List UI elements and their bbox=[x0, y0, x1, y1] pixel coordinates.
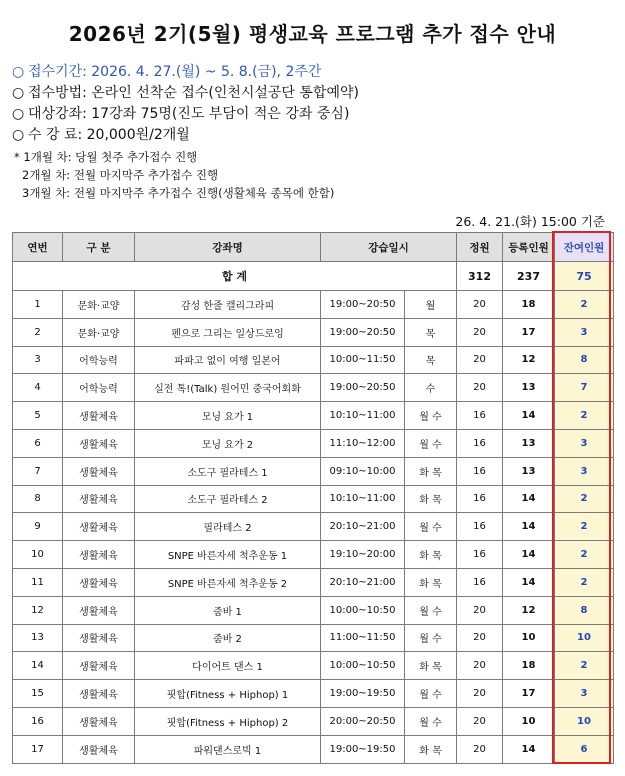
cell-no: 10 bbox=[13, 541, 63, 569]
cell-no: 1 bbox=[13, 291, 63, 319]
cell-capacity: 20 bbox=[457, 624, 503, 652]
cell-capacity: 20 bbox=[457, 374, 503, 402]
cell-registered: 10 bbox=[503, 707, 555, 735]
cell-no: 13 bbox=[13, 624, 63, 652]
cell-day: 월 수 bbox=[405, 707, 457, 735]
cell-capacity: 16 bbox=[457, 541, 503, 569]
cell-category: 문화·교양 bbox=[63, 291, 135, 319]
cell-remaining: 10 bbox=[555, 624, 614, 652]
total-remaining: 75 bbox=[555, 262, 614, 291]
cell-no: 4 bbox=[13, 374, 63, 402]
cell-category: 생활체육 bbox=[63, 707, 135, 735]
cell-name: 모닝 요가 1 bbox=[135, 402, 321, 430]
cell-time: 19:00~20:50 bbox=[321, 318, 405, 346]
cell-no: 17 bbox=[13, 735, 63, 763]
cell-name: 소도구 필라테스 1 bbox=[135, 457, 321, 485]
header-name: 강좌명 bbox=[135, 233, 321, 262]
cell-no: 16 bbox=[13, 707, 63, 735]
table-row bbox=[13, 541, 614, 569]
cell-remaining: 6 bbox=[555, 735, 614, 763]
course-table bbox=[12, 232, 614, 764]
cell-name: 실전 톡!(Talk) 원어민 중국어회화 bbox=[135, 374, 321, 402]
cell-no: 14 bbox=[13, 652, 63, 680]
cell-day: 화 목 bbox=[405, 652, 457, 680]
cell-remaining: 8 bbox=[555, 346, 614, 374]
cell-day: 수 bbox=[405, 374, 457, 402]
cell-remaining: 2 bbox=[555, 652, 614, 680]
cell-time: 10:10~11:00 bbox=[321, 402, 405, 430]
table-row bbox=[13, 513, 614, 541]
cell-time: 19:00~20:50 bbox=[321, 291, 405, 319]
cell-remaining: 3 bbox=[555, 457, 614, 485]
info-period bbox=[12, 62, 612, 83]
cell-registered: 17 bbox=[503, 680, 555, 708]
bullet-circle-icon: ○ bbox=[12, 64, 25, 80]
cell-registered: 14 bbox=[503, 485, 555, 513]
cell-category: 생활체육 bbox=[63, 735, 135, 763]
cell-category: 생활체육 bbox=[63, 457, 135, 485]
page-title: 2026년 2기(5월) 평생교육 프로그램 추가 접수 안내 bbox=[68, 22, 557, 46]
cell-day: 화 목 bbox=[405, 485, 457, 513]
cell-registered: 14 bbox=[503, 735, 555, 763]
total-row bbox=[13, 262, 614, 291]
period-text: 접수기간: 2026. 4. 27.(월) ~ 5. 8.(금), 2주간 bbox=[28, 64, 322, 80]
cell-category: 생활체육 bbox=[63, 652, 135, 680]
cell-time: 20:10~21:00 bbox=[321, 568, 405, 596]
cell-category: 어학능력 bbox=[63, 346, 135, 374]
base-date: 26. 4. 21.(화) 15:00 기준 bbox=[455, 214, 605, 229]
table-row bbox=[13, 624, 614, 652]
cell-category: 생활체육 bbox=[63, 568, 135, 596]
cell-remaining: 2 bbox=[555, 402, 614, 430]
bullet-circle-icon: ○ bbox=[12, 106, 25, 122]
cell-category: 생활체육 bbox=[63, 513, 135, 541]
table-row bbox=[13, 707, 614, 735]
cell-day: 화 목 bbox=[405, 568, 457, 596]
cell-category: 생활체육 bbox=[63, 680, 135, 708]
header-remaining: 잔여인원 bbox=[555, 233, 614, 262]
cell-registered: 14 bbox=[503, 402, 555, 430]
cell-no: 9 bbox=[13, 513, 63, 541]
cell-remaining: 2 bbox=[555, 485, 614, 513]
header-category: 구 분 bbox=[63, 233, 135, 262]
target-text: 대상강좌: 17강좌 75명(진도 부담이 적은 강좌 중심) bbox=[28, 106, 350, 122]
cell-no: 15 bbox=[13, 680, 63, 708]
cell-time: 11:00~11:50 bbox=[321, 624, 405, 652]
cell-day: 월 수 bbox=[405, 596, 457, 624]
cell-category: 생활체육 bbox=[63, 429, 135, 457]
cell-capacity: 20 bbox=[457, 680, 503, 708]
cell-time: 19:00~19:50 bbox=[321, 680, 405, 708]
cell-name: 소도구 필라테스 2 bbox=[135, 485, 321, 513]
note-line: 2개월 차: 전월 마지막주 추가접수 진행 bbox=[22, 168, 219, 182]
cell-capacity: 16 bbox=[457, 429, 503, 457]
table-row bbox=[13, 291, 614, 319]
cell-capacity: 16 bbox=[457, 457, 503, 485]
cell-remaining: 2 bbox=[555, 541, 614, 569]
cell-name: 펜으로 그리는 일상드로잉 bbox=[135, 318, 321, 346]
cell-registered: 17 bbox=[503, 318, 555, 346]
cell-time: 20:00~20:50 bbox=[321, 707, 405, 735]
cell-registered: 18 bbox=[503, 291, 555, 319]
info-target bbox=[12, 104, 612, 125]
cell-remaining: 7 bbox=[555, 374, 614, 402]
cell-name: 파파고 없이 여행 일본어 bbox=[135, 346, 321, 374]
cell-registered: 12 bbox=[503, 596, 555, 624]
table-row bbox=[13, 735, 614, 763]
cell-capacity: 20 bbox=[457, 596, 503, 624]
cell-day: 월 수 bbox=[405, 624, 457, 652]
cell-no: 2 bbox=[13, 318, 63, 346]
cell-name: 파워댄스로빅 1 bbox=[135, 735, 321, 763]
cell-remaining: 3 bbox=[555, 429, 614, 457]
cell-registered: 14 bbox=[503, 541, 555, 569]
cell-category: 생활체육 bbox=[63, 596, 135, 624]
cell-day: 월 수 bbox=[405, 402, 457, 430]
cell-time: 10:00~10:50 bbox=[321, 596, 405, 624]
cell-registered: 10 bbox=[503, 624, 555, 652]
method-text: 접수방법: 온라인 선착순 접수(인천시설공단 통합예약) bbox=[28, 85, 359, 101]
table-row bbox=[13, 457, 614, 485]
header-capacity: 정원 bbox=[457, 233, 503, 262]
cell-category: 생활체육 bbox=[63, 541, 135, 569]
note-line: * 1개월 차: 당월 첫주 추가접수 진행 bbox=[14, 150, 198, 164]
cell-no: 3 bbox=[13, 346, 63, 374]
table-row bbox=[13, 680, 614, 708]
cell-remaining: 2 bbox=[555, 513, 614, 541]
cell-day: 월 수 bbox=[405, 429, 457, 457]
cell-day: 월 수 bbox=[405, 513, 457, 541]
cell-registered: 13 bbox=[503, 457, 555, 485]
cell-registered: 18 bbox=[503, 652, 555, 680]
cell-category: 어학능력 bbox=[63, 374, 135, 402]
cell-name: 다이어트 댄스 1 bbox=[135, 652, 321, 680]
cell-name: 핏합(Fitness + Hiphop) 2 bbox=[135, 707, 321, 735]
table-row bbox=[13, 346, 614, 374]
cell-remaining: 2 bbox=[555, 291, 614, 319]
table-row bbox=[13, 596, 614, 624]
table-row bbox=[13, 652, 614, 680]
cell-remaining: 10 bbox=[555, 707, 614, 735]
table-header-row bbox=[13, 233, 614, 262]
header-registered: 등록인원 bbox=[503, 233, 555, 262]
cell-capacity: 16 bbox=[457, 513, 503, 541]
cell-name: 핏합(Fitness + Hiphop) 1 bbox=[135, 680, 321, 708]
notes-section bbox=[14, 148, 334, 202]
table-row bbox=[13, 402, 614, 430]
cell-day: 월 bbox=[405, 291, 457, 319]
cell-remaining: 3 bbox=[555, 318, 614, 346]
cell-time: 11:10~12:00 bbox=[321, 429, 405, 457]
cell-name: 모닝 요가 2 bbox=[135, 429, 321, 457]
cell-name: SNPE 바른자세 척추운동 2 bbox=[135, 568, 321, 596]
bullet-circle-icon: ○ bbox=[12, 85, 25, 101]
cell-capacity: 16 bbox=[457, 485, 503, 513]
cell-category: 생활체육 bbox=[63, 402, 135, 430]
cell-day: 목 bbox=[405, 318, 457, 346]
cell-day: 화 목 bbox=[405, 735, 457, 763]
cell-no: 8 bbox=[13, 485, 63, 513]
cell-time: 10:00~10:50 bbox=[321, 652, 405, 680]
cell-capacity: 16 bbox=[457, 568, 503, 596]
info-fee bbox=[12, 125, 612, 146]
cell-remaining: 2 bbox=[555, 568, 614, 596]
cell-time: 19:00~19:50 bbox=[321, 735, 405, 763]
cell-time: 19:00~20:50 bbox=[321, 374, 405, 402]
cell-name: 필라테스 2 bbox=[135, 513, 321, 541]
table-row bbox=[13, 568, 614, 596]
cell-name: 줌바 2 bbox=[135, 624, 321, 652]
cell-registered: 13 bbox=[503, 374, 555, 402]
info-method bbox=[12, 83, 612, 104]
cell-capacity: 20 bbox=[457, 735, 503, 763]
cell-day: 화 목 bbox=[405, 457, 457, 485]
table-row bbox=[13, 485, 614, 513]
cell-category: 생활체육 bbox=[63, 485, 135, 513]
cell-registered: 12 bbox=[503, 346, 555, 374]
header-no: 연번 bbox=[13, 233, 63, 262]
table-row bbox=[13, 318, 614, 346]
cell-no: 12 bbox=[13, 596, 63, 624]
total-registered: 237 bbox=[503, 262, 555, 291]
cell-no: 11 bbox=[13, 568, 63, 596]
info-section bbox=[12, 62, 612, 146]
cell-capacity: 16 bbox=[457, 402, 503, 430]
cell-name: SNPE 바른자세 척추운동 1 bbox=[135, 541, 321, 569]
total-label: 합 계 bbox=[13, 262, 457, 291]
cell-capacity: 20 bbox=[457, 652, 503, 680]
cell-no: 7 bbox=[13, 457, 63, 485]
cell-name: 감성 한줄 캘리그라피 bbox=[135, 291, 321, 319]
cell-time: 10:00~11:50 bbox=[321, 346, 405, 374]
bullet-circle-icon: ○ bbox=[12, 127, 25, 143]
total-capacity: 312 bbox=[457, 262, 503, 291]
cell-time: 09:10~10:00 bbox=[321, 457, 405, 485]
cell-day: 월 수 bbox=[405, 680, 457, 708]
cell-registered: 13 bbox=[503, 429, 555, 457]
table-row bbox=[13, 429, 614, 457]
cell-time: 10:10~11:00 bbox=[321, 485, 405, 513]
cell-registered: 14 bbox=[503, 568, 555, 596]
table-row bbox=[13, 374, 614, 402]
cell-time: 19:10~20:00 bbox=[321, 541, 405, 569]
cell-category: 생활체육 bbox=[63, 624, 135, 652]
cell-capacity: 20 bbox=[457, 707, 503, 735]
fee-text: 수 강 료: 20,000원/2개월 bbox=[28, 127, 190, 143]
cell-no: 6 bbox=[13, 429, 63, 457]
cell-registered: 14 bbox=[503, 513, 555, 541]
note-line: 3개월 차: 전월 마지막주 추가접수 진행(생활체육 종목에 한함) bbox=[22, 186, 335, 200]
cell-remaining: 3 bbox=[555, 680, 614, 708]
header-schedule: 강습일시 bbox=[321, 233, 457, 262]
cell-category: 문화·교양 bbox=[63, 318, 135, 346]
cell-capacity: 20 bbox=[457, 346, 503, 374]
cell-capacity: 20 bbox=[457, 318, 503, 346]
cell-capacity: 20 bbox=[457, 291, 503, 319]
cell-day: 화 목 bbox=[405, 541, 457, 569]
cell-day: 목 bbox=[405, 346, 457, 374]
cell-no: 5 bbox=[13, 402, 63, 430]
cell-time: 20:10~21:00 bbox=[321, 513, 405, 541]
cell-remaining: 8 bbox=[555, 596, 614, 624]
cell-name: 줌바 1 bbox=[135, 596, 321, 624]
